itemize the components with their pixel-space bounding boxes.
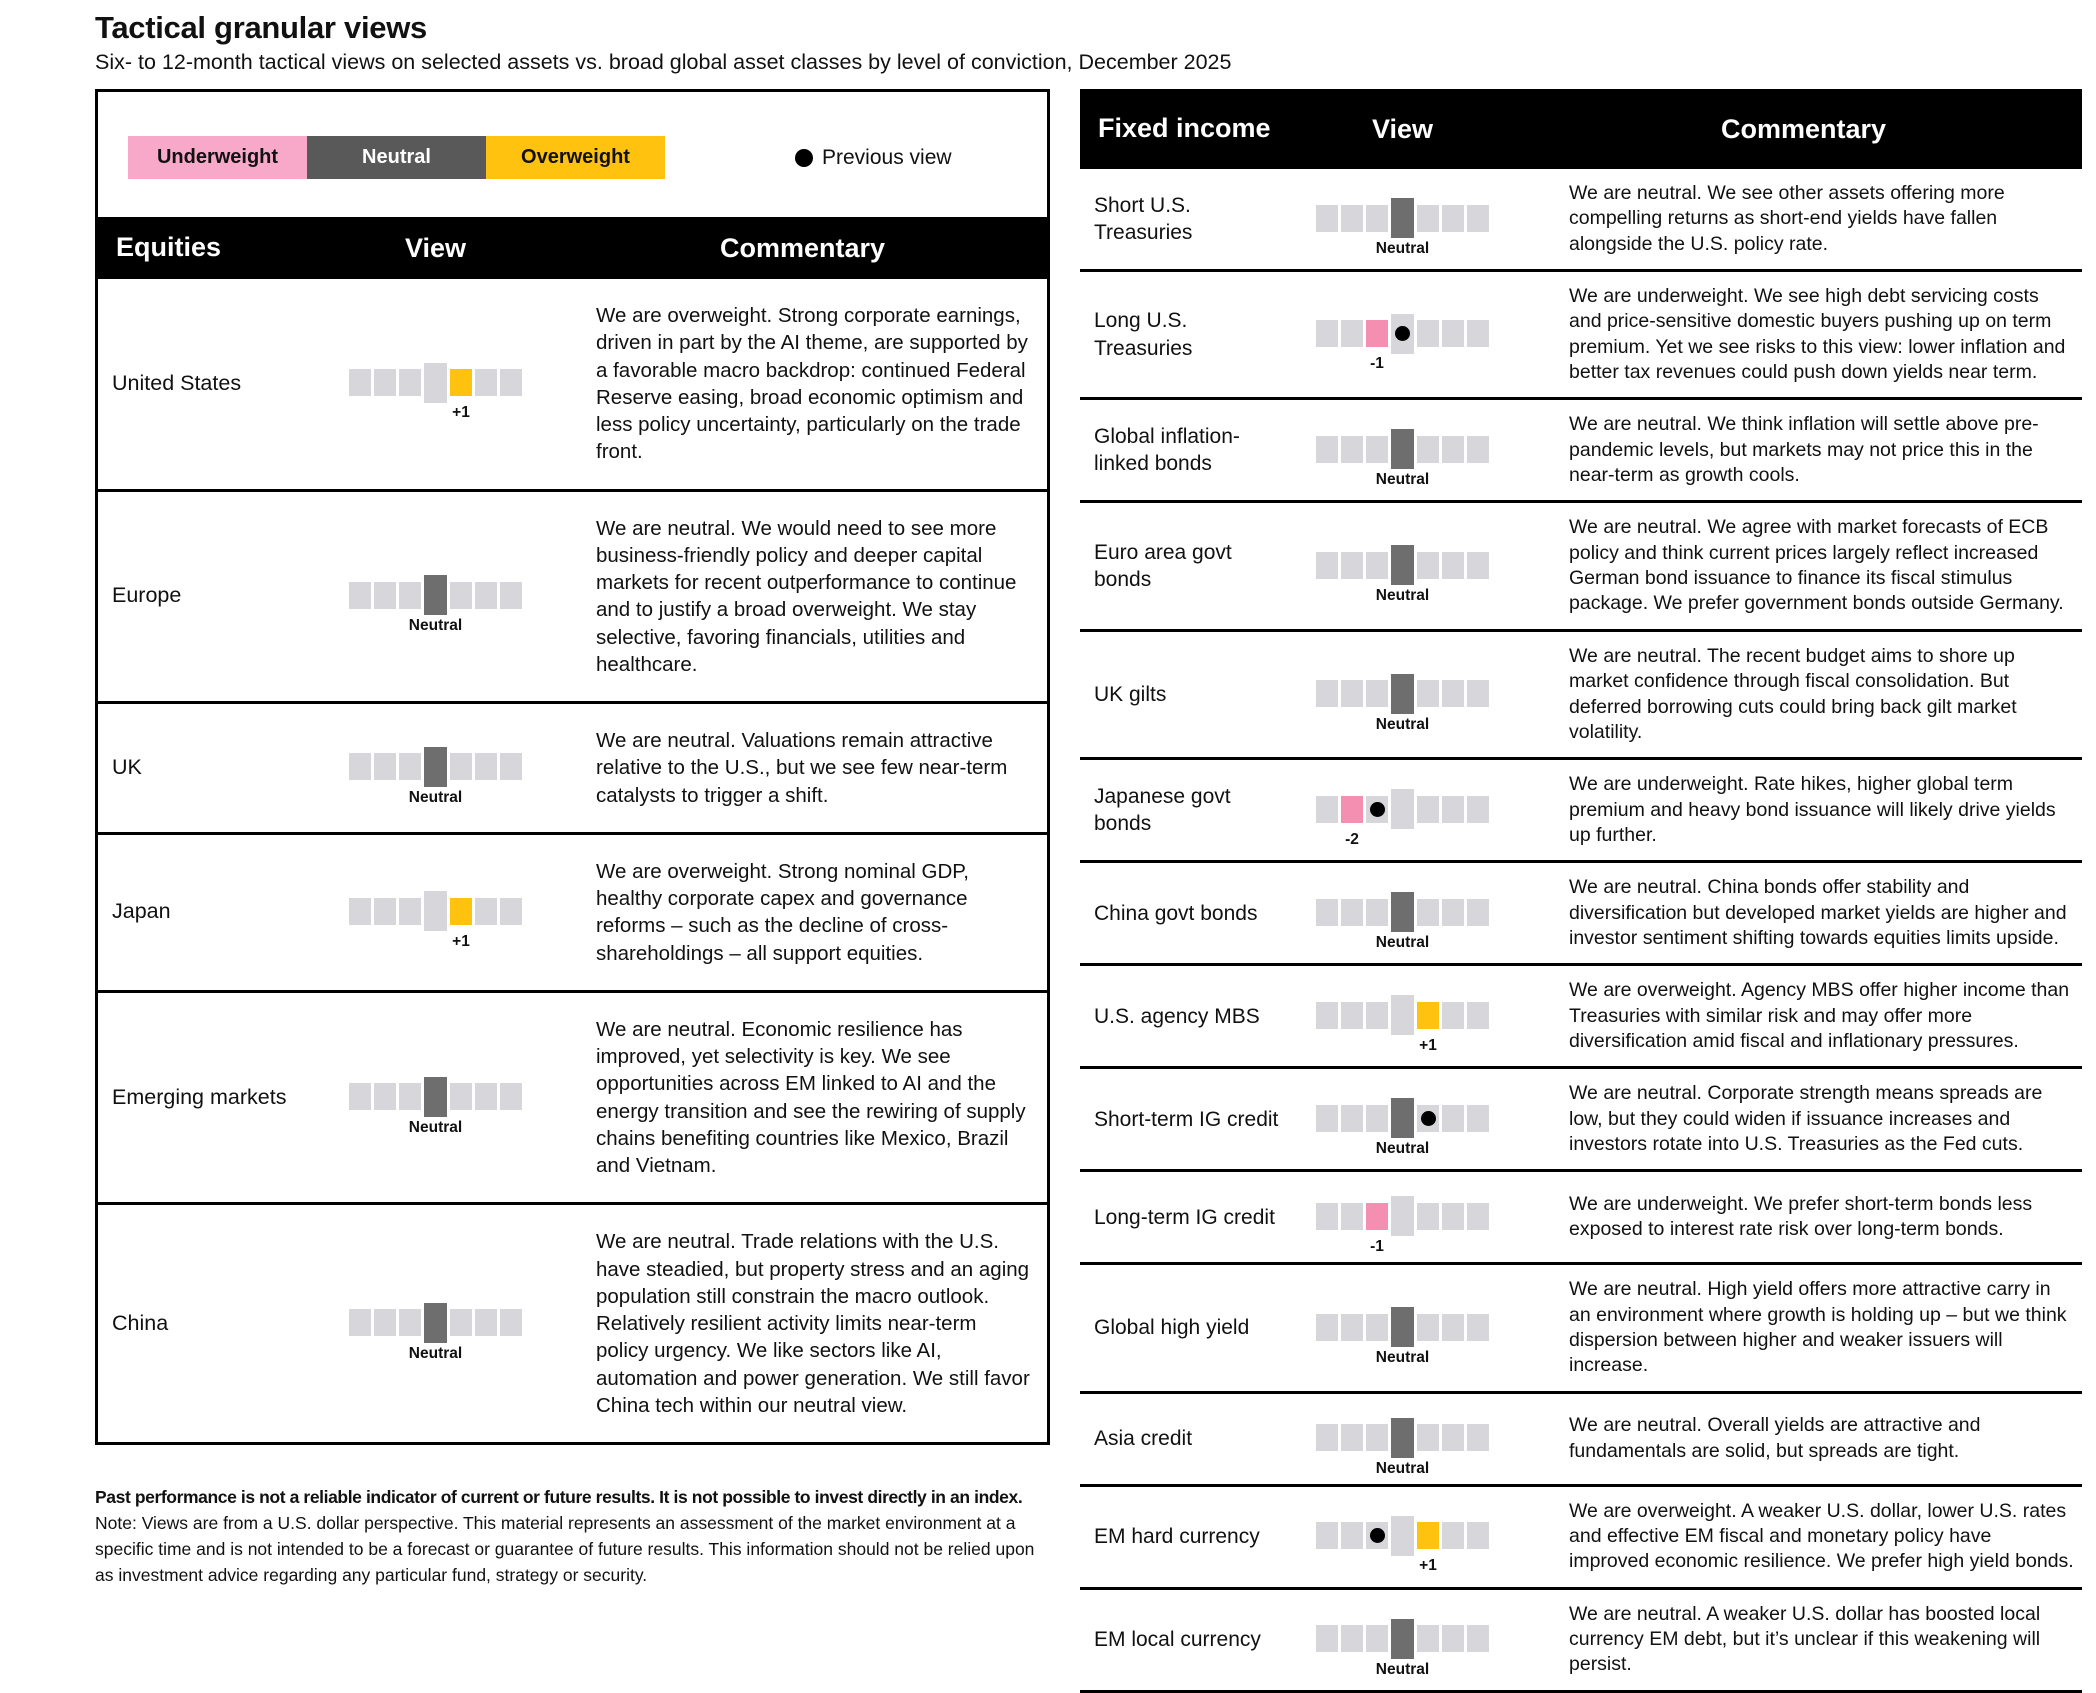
- view-cell: [374, 753, 396, 780]
- footnote-note: Note: Views are from a U.S. dollar perspective. This material represents an assessment of the market environment at a specific time and is not intended to be a forecast or guarantee of future results. This information should not be relied upon as investment advice regarding any particular fund, strategy or security.: [95, 1512, 1035, 1585]
- view-cell-wrap: [1280, 1184, 1525, 1255]
- view-header-label: View: [1371, 113, 1434, 144]
- view-cell: [1417, 552, 1439, 579]
- view-cell: [1341, 1314, 1363, 1341]
- view-cell: [1391, 1516, 1414, 1556]
- view-cell: [1442, 1625, 1464, 1652]
- table-row: [1080, 169, 2082, 272]
- view-cell: [1375, 892, 1430, 952]
- view-cell: [1467, 320, 1489, 347]
- commentary-header-label: Commentary: [1720, 113, 1887, 144]
- view-label: -1: [1370, 1237, 1384, 1255]
- view-cell: [424, 891, 447, 931]
- asset-name: U.S. agency MBS: [1094, 1004, 1260, 1028]
- table-row: [1080, 1069, 2082, 1172]
- view-cell: [399, 1309, 421, 1336]
- view-cell: [399, 898, 421, 925]
- view-cell: [1341, 1625, 1363, 1652]
- view-cell: [450, 582, 472, 609]
- view-label: +1: [1419, 1036, 1437, 1054]
- asset-name: Europe: [112, 583, 182, 608]
- view-cell: [408, 747, 463, 806]
- view-cell: [1316, 1314, 1338, 1341]
- asset-name: Short-term IG credit: [1094, 1107, 1279, 1131]
- view-cell-wrap: [1280, 662, 1525, 733]
- view-label: Neutral: [1375, 1660, 1430, 1678]
- view-cell: [1442, 320, 1464, 347]
- view-cell: [450, 369, 472, 422]
- view-cell: [450, 1083, 472, 1110]
- view-cell: [1341, 680, 1363, 707]
- previous-view-dot: [1370, 802, 1385, 817]
- view-cell: [1316, 1522, 1338, 1549]
- table-row: [98, 701, 1047, 832]
- view-cell: [1366, 1522, 1388, 1549]
- view-cell: [1316, 1002, 1338, 1029]
- commentary-text: We are neutral. Economic resilience has improved, yet selectivity is key. We see opportunities across EM linked to AI and the energy transition and see the rewiring of supply chains benefiting countries like Mexico, Brazil and Vietnam.: [596, 1017, 1026, 1177]
- content-columns: [95, 89, 2096, 1693]
- view-cell: [1341, 436, 1363, 463]
- view-cell: [349, 582, 371, 609]
- view-cell: [1341, 320, 1363, 347]
- view-cell: [1417, 1203, 1439, 1230]
- legend: [98, 92, 1047, 217]
- asset-name: United States: [112, 370, 242, 395]
- view-cell: [1316, 1424, 1338, 1451]
- view-cell-wrap: [1280, 1607, 1525, 1678]
- commentary-text: We are neutral. We would need to see more business-friendly policy and deeper capital markets for recent outperformance to continue and to justify a broad overweight. We stay selective, favoring financials, utilities and healthcare.: [596, 516, 1017, 676]
- table-row: [1080, 1590, 2082, 1693]
- view-cell: [1391, 1196, 1414, 1236]
- view-cell: [475, 582, 497, 609]
- view-cell-wrap: [1280, 186, 1525, 258]
- view-cell: [1442, 1002, 1464, 1029]
- view-cell: [1341, 1203, 1363, 1230]
- table-row: [98, 832, 1047, 990]
- table-row: [98, 990, 1047, 1203]
- legend-previous-view: [795, 146, 952, 170]
- commentary-text: We are neutral. A weaker U.S. dollar has boosted local currency EM debt, but it’s unclear if this weakening will persist.: [1569, 1602, 2041, 1676]
- view-indicator: [1316, 545, 1489, 605]
- view-cell-wrap: [1280, 1086, 1525, 1158]
- commentary-text: We are neutral. We think inflation will settle above pre-pandemic levels, but markets may not price this in the near-term as growth cools.: [1569, 413, 2039, 487]
- view-cell: [1316, 1625, 1338, 1652]
- view-label: Neutral: [1375, 715, 1430, 733]
- view-indicator: [1316, 1307, 1489, 1366]
- table-row: [1080, 1172, 2082, 1265]
- view-cell: [1375, 1418, 1430, 1477]
- view-cell: [1366, 1314, 1388, 1341]
- table-row: [1080, 1265, 2082, 1393]
- view-cell: [1417, 205, 1439, 232]
- view-cell: [1442, 1105, 1464, 1132]
- view-cell: [1341, 1002, 1363, 1029]
- commentary-text: We are neutral. Trade relations with the U.S. have steadied, but property stress and an aging population still constrain the macro outlook. Relatively resilient activity limits near-term policy urgency. We like sectors like AI, automation and power generation. We still favor China tech within our neutral view.: [596, 1230, 1030, 1417]
- view-cell: [1467, 552, 1489, 579]
- view-cell: [1366, 1424, 1388, 1451]
- asset-name: China: [112, 1310, 169, 1335]
- view-cell: [1316, 320, 1338, 347]
- view-cell-wrap: [313, 1065, 558, 1136]
- view-cell: [349, 898, 371, 925]
- view-cell: [1442, 1424, 1464, 1451]
- commentary-text: We are underweight. We see high debt servicing costs and price-sensitive domestic buyers pushing up on term premium. Yet we see risks to this view: lower inflation and better tax revenues could push down yields near term.: [1569, 285, 2066, 384]
- asset-name: Japanese govt bonds: [1094, 784, 1231, 836]
- legend-overweight-pill: Overweight: [486, 136, 665, 179]
- view-label: Neutral: [408, 788, 463, 806]
- view-indicator: [349, 575, 522, 635]
- view-cell: [349, 369, 371, 396]
- view-cell: [500, 1083, 522, 1110]
- view-indicator: [1316, 314, 1489, 373]
- view-cell: [1417, 1625, 1439, 1652]
- footnote: [95, 1485, 1040, 1589]
- asset-name: Short U.S. Treasuries: [1094, 193, 1193, 245]
- view-cell: [1316, 680, 1338, 707]
- table-row: [1080, 1394, 2082, 1487]
- view-cell: [374, 1309, 396, 1336]
- view-label: +1: [1419, 1557, 1437, 1575]
- commentary-text: We are neutral. Overall yields are attractive and fundamentals are solid, but spreads are tight.: [1569, 1414, 1981, 1462]
- view-cell: [1316, 1105, 1338, 1132]
- view-cell-wrap: [1280, 1406, 1525, 1477]
- view-label: Neutral: [408, 1344, 463, 1362]
- fixed-income-column: [1080, 89, 2082, 1693]
- view-cell: [1442, 1522, 1464, 1549]
- view-cell-wrap: [1280, 777, 1525, 848]
- view-indicator: [349, 747, 522, 806]
- view-cell: [1417, 680, 1439, 707]
- view-cell: [1341, 899, 1363, 926]
- commentary-text: We are neutral. Valuations remain attractive relative to the U.S., but we see few near-term catalysts to trigger a shift.: [596, 729, 1008, 807]
- table-row: [1080, 503, 2082, 631]
- view-cell: [1442, 796, 1464, 823]
- view-cell-wrap: [313, 1291, 558, 1362]
- view-cell-wrap: [1280, 1295, 1525, 1366]
- view-label: Neutral: [1375, 1140, 1430, 1158]
- view-cell: [1467, 680, 1489, 707]
- view-cell-wrap: [1280, 1504, 1525, 1575]
- view-cell: [1417, 796, 1439, 823]
- table-row: [1080, 400, 2082, 503]
- commentary-text: We are neutral. We see other assets offering more compelling returns as short-end yields have fallen alongside the U.S. policy rate.: [1569, 182, 2005, 255]
- view-cell: [1341, 1522, 1363, 1549]
- view-cell: [1467, 1625, 1489, 1652]
- view-cell: [374, 1083, 396, 1110]
- view-cell: [1375, 674, 1430, 733]
- view-cell: [1366, 552, 1388, 579]
- table-row: [1080, 966, 2082, 1069]
- view-label: Neutral: [1375, 587, 1430, 605]
- view-cell: [1417, 1314, 1439, 1341]
- view-cell: [1391, 995, 1414, 1035]
- view-cell: [1375, 545, 1430, 605]
- view-cell: [1467, 436, 1489, 463]
- view-cell: [1442, 680, 1464, 707]
- commentary-text: We are neutral. Corporate strength means spreads are low, but they could widen if issuance increases and investors rotate into U.S. Treasuries as the Fed cuts.: [1569, 1082, 2043, 1155]
- view-cell: [1417, 1105, 1439, 1132]
- view-cell: [374, 898, 396, 925]
- view-cell: [1442, 1203, 1464, 1230]
- view-cell: [1467, 796, 1489, 823]
- view-cell: [1467, 205, 1489, 232]
- view-cell: [1341, 205, 1363, 232]
- table-row: [1080, 1487, 2082, 1590]
- view-cell: [1467, 899, 1489, 926]
- commentary-text: We are overweight. A weaker U.S. dollar, lower U.S. rates and effective EM fiscal and monetary policy have improved economic resilience. We prefer high yield bonds.: [1569, 1499, 2074, 1573]
- asset-name: Euro area govt bonds: [1094, 540, 1232, 592]
- view-indicator: [349, 363, 522, 422]
- view-cell: [1366, 1625, 1388, 1652]
- view-cell: [475, 1083, 497, 1110]
- view-cell: [450, 753, 472, 780]
- view-indicator: [1316, 1619, 1489, 1678]
- view-header-label: View: [404, 232, 467, 263]
- view-cell: [1341, 1105, 1363, 1132]
- view-cell-wrap: [313, 879, 558, 950]
- view-cell: [1467, 1424, 1489, 1451]
- equities-header-label: Equities: [116, 232, 222, 263]
- view-indicator: [349, 1077, 522, 1136]
- view-cell: [1366, 1002, 1388, 1029]
- view-indicator: [1316, 1098, 1489, 1158]
- legend-underweight-pill: Underweight: [128, 136, 307, 179]
- commentary-text: We are overweight. Strong corporate earnings, driven in part by the AI theme, are supported by a favorable macro backdrop: continued Federal Reserve easing, broad economic optimism and less policy uncertainty, particularly on the trade front.: [596, 304, 1028, 464]
- commentary-text: We are underweight. We prefer short-term bonds less exposed to interest rate risk over long-term bonds.: [1569, 1192, 2033, 1241]
- previous-view-dot: [1421, 1111, 1436, 1126]
- table-row: [1080, 272, 2082, 400]
- view-cell-wrap: [1280, 983, 1525, 1054]
- asset-name: Global high yield: [1094, 1316, 1250, 1340]
- view-cell: [1366, 1203, 1388, 1255]
- view-cell: [500, 1309, 522, 1336]
- view-indicator: [1316, 892, 1489, 952]
- commentary-text: We are neutral. We agree with market forecasts of ECB policy and think current prices largely reflect increased German bond issuance to finance its fiscal stimulus package. We prefer government bonds outside Germany.: [1569, 516, 2064, 615]
- view-cell: [408, 1303, 463, 1362]
- asset-name: Emerging markets: [112, 1084, 287, 1109]
- view-cell: [349, 1083, 371, 1110]
- view-cell: [500, 753, 522, 780]
- view-cell: [374, 369, 396, 396]
- view-cell-wrap: [313, 351, 558, 422]
- view-cell: [1375, 1307, 1430, 1366]
- view-cell: [1442, 1314, 1464, 1341]
- asset-name: Long U.S. Treasuries: [1094, 309, 1193, 360]
- view-label: -2: [1345, 830, 1359, 848]
- view-cell: [500, 369, 522, 396]
- page-title: Tactical granular views: [95, 10, 427, 45]
- view-cell: [1316, 899, 1338, 926]
- view-cell: [1417, 320, 1439, 347]
- view-cell: [1391, 789, 1414, 829]
- view-cell: [1316, 552, 1338, 579]
- view-cell: [349, 1309, 371, 1336]
- view-cell: [1391, 314, 1414, 354]
- view-cell-wrap: [1280, 880, 1525, 952]
- commentary-text: We are overweight. Agency MBS offer higher income than Treasuries with similar risk and may offer more diversification amid fiscal and inflationary pressures.: [1569, 979, 2070, 1052]
- view-cell: [399, 1083, 421, 1110]
- view-cell: [1417, 1522, 1439, 1575]
- fixed-income-table-header: [1080, 89, 2082, 169]
- view-indicator: [349, 891, 522, 950]
- view-cell: [399, 369, 421, 396]
- legend-previous-label: Previous view: [822, 145, 952, 169]
- view-cell: [450, 1309, 472, 1336]
- view-cell: [1366, 1105, 1388, 1132]
- view-cell: [1375, 429, 1430, 489]
- view-cell: [424, 363, 447, 403]
- view-cell: [374, 582, 396, 609]
- view-cell: [1316, 205, 1338, 232]
- view-cell: [408, 1077, 463, 1136]
- view-cell-wrap: [313, 735, 558, 806]
- asset-name: EM local currency: [1094, 1628, 1261, 1652]
- view-indicator: [1316, 1516, 1489, 1575]
- table-row: [1080, 632, 2082, 760]
- asset-name: Long-term IG credit: [1094, 1205, 1275, 1229]
- equities-rows: [98, 279, 1047, 1442]
- asset-name: UK: [112, 754, 142, 779]
- view-indicator: [1316, 429, 1489, 489]
- view-cell: [450, 898, 472, 950]
- view-cell: [1316, 1203, 1338, 1230]
- commentary-text: We are neutral. High yield offers more attractive carry in an environment where growth is holding up – but we think dispersion between higher and weaker issuers will increase.: [1569, 1278, 2067, 1377]
- view-cell: [1417, 436, 1439, 463]
- view-label: Neutral: [408, 617, 463, 635]
- legend-neutral-pill: Neutral: [307, 136, 486, 179]
- view-cell: [1417, 1002, 1439, 1054]
- view-cell: [1442, 205, 1464, 232]
- view-cell: [1467, 1314, 1489, 1341]
- view-cell: [349, 753, 371, 780]
- view-cell: [475, 1309, 497, 1336]
- view-cell-wrap: [1280, 417, 1525, 489]
- previous-view-dot-icon: [795, 149, 813, 167]
- view-cell: [1366, 680, 1388, 707]
- view-label: Neutral: [1375, 1459, 1430, 1477]
- previous-view-dot: [1370, 1528, 1385, 1543]
- commentary-header-label: Commentary: [719, 232, 886, 263]
- asset-name: EM hard currency: [1094, 1525, 1260, 1549]
- view-cell: [1316, 796, 1338, 823]
- view-indicator: [349, 1303, 522, 1362]
- view-cell: [1366, 796, 1388, 823]
- view-indicator: [1316, 1418, 1489, 1477]
- view-cell: [500, 582, 522, 609]
- view-cell: [1417, 1424, 1439, 1451]
- fixed-income-header-label: Fixed income: [1098, 113, 1271, 144]
- view-cell: [1366, 205, 1388, 232]
- asset-name: Asia credit: [1094, 1427, 1193, 1451]
- fixed-income-rows: [1080, 169, 2082, 1693]
- view-label: -1: [1370, 355, 1384, 373]
- page-subtitle: Six- to 12-month tactical views on selected assets vs. broad global asset classes by level of conviction, December 2025: [95, 50, 1232, 74]
- view-label: Neutral: [1375, 471, 1430, 489]
- view-label: Neutral: [1375, 1349, 1430, 1366]
- equities-column: [95, 89, 1050, 1589]
- view-label: Neutral: [1375, 934, 1430, 952]
- view-cell: [475, 898, 497, 925]
- view-label: Neutral: [1375, 240, 1430, 258]
- view-cell: [1366, 320, 1388, 373]
- table-row: [98, 279, 1047, 489]
- table-row: [98, 489, 1047, 702]
- view-label: +1: [452, 404, 470, 422]
- view-cell: [1442, 552, 1464, 579]
- view-cell: [1375, 1619, 1430, 1678]
- view-cell: [1341, 1424, 1363, 1451]
- footnote-disclaimer: Past performance is not a reliable indicator of current or future results. It is not possible to invest directly in an index.: [95, 1487, 1023, 1507]
- view-cell: [1375, 198, 1430, 258]
- view-label: Neutral: [408, 1118, 463, 1136]
- view-indicator: [1316, 789, 1489, 848]
- view-cell: [408, 575, 463, 635]
- equities-panel: [95, 89, 1050, 1445]
- previous-view-dot: [1395, 326, 1410, 341]
- view-cell: [1366, 899, 1388, 926]
- asset-name: Japan: [112, 899, 171, 924]
- asset-name: Global inflation-linked bonds: [1094, 425, 1240, 476]
- view-cell-wrap: [1280, 533, 1525, 605]
- asset-name: UK gilts: [1094, 682, 1167, 706]
- view-indicator: [1316, 995, 1489, 1054]
- view-cell: [1467, 1203, 1489, 1230]
- view-cell: [1467, 1105, 1489, 1132]
- view-cell: [475, 753, 497, 780]
- view-cell: [500, 898, 522, 925]
- view-cell: [1467, 1002, 1489, 1029]
- view-cell-wrap: [313, 563, 558, 635]
- view-cell: [1375, 1098, 1430, 1158]
- view-cell: [1341, 796, 1363, 848]
- view-cell: [475, 369, 497, 396]
- table-row: [1080, 760, 2082, 863]
- view-cell: [1467, 1522, 1489, 1549]
- commentary-text: We are underweight. Rate hikes, higher global term premium and heavy bond issuance will likely drive yields up further.: [1569, 773, 2056, 846]
- view-cell: [399, 582, 421, 609]
- view-cell: [399, 753, 421, 780]
- equities-table-header: [98, 217, 1047, 279]
- view-cell: [1316, 436, 1338, 463]
- commentary-text: We are neutral. China bonds offer stability and diversification but developed market yields are higher and investor sentiment shifting towards equities limits upside.: [1569, 876, 2067, 949]
- asset-name: China govt bonds: [1094, 901, 1258, 925]
- commentary-text: We are neutral. The recent budget aims to shore up market confidence through fiscal consolidation. But deferred borrowing cuts could bring back gilt market volatility.: [1569, 644, 2017, 743]
- view-cell: [1366, 436, 1388, 463]
- view-indicator: [1316, 1196, 1489, 1255]
- table-row: [1080, 863, 2082, 966]
- view-cell: [1341, 552, 1363, 579]
- view-indicator: [1316, 198, 1489, 258]
- view-cell: [1442, 436, 1464, 463]
- view-cell: [1417, 899, 1439, 926]
- table-row: [98, 1202, 1047, 1442]
- commentary-text: We are overweight. Strong nominal GDP, healthy corporate capex and governance reforms – such as the decline of cross-shareholdings – all support equities.: [596, 859, 969, 965]
- view-indicator: [1316, 674, 1489, 733]
- view-label: +1: [452, 932, 470, 950]
- view-cell: [1442, 899, 1464, 926]
- view-cell-wrap: [1280, 302, 1525, 373]
